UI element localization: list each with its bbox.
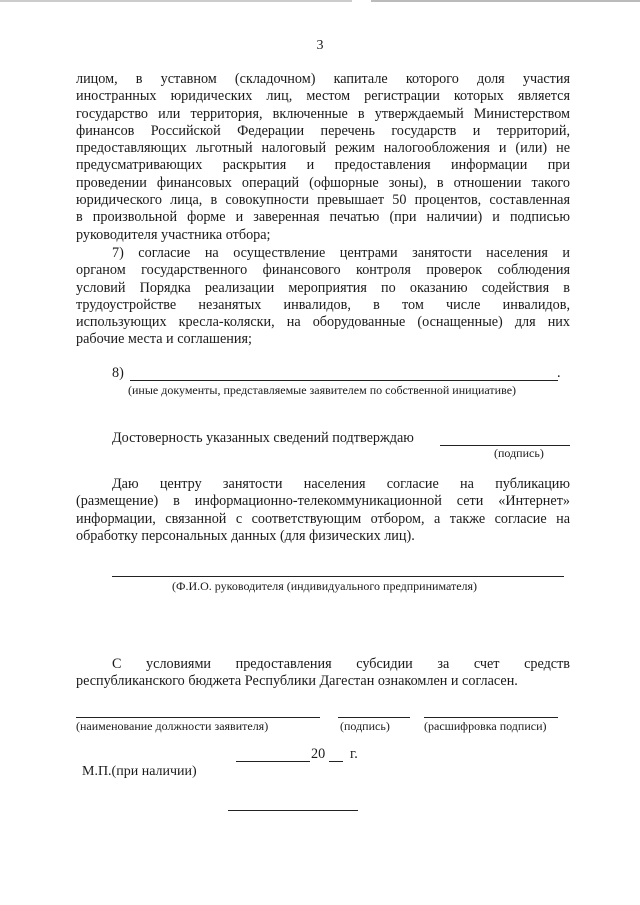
date-year-line[interactable] xyxy=(329,761,343,762)
confirm-text: Достоверность указанных сведений подтверждаю xyxy=(112,430,414,446)
text-line: информации, связанной с соответствующим отбором, а также согласие на xyxy=(76,510,570,527)
text-line: трудоустройстве незанятых инвалидов, в том числе инвалидов, xyxy=(76,296,570,313)
text-line: республиканского бюджета Республики Дагестан ознакомлен и согласен. xyxy=(76,673,518,690)
item-8-caption: (иные документы, представляемые заявителем по собственной инициативе) xyxy=(128,383,517,397)
text-line: 7) согласие на осуществление центрами занятости населения и xyxy=(112,245,570,261)
text-line: лицом, в уставном (складочном) капитале которого доля участия xyxy=(76,71,570,87)
text-line: предоставляющих льготный налоговый режим налогообложения и (или) не xyxy=(76,140,570,157)
text-line: С условиями предоставления субсидии за счет средств xyxy=(112,656,570,672)
scan-edge xyxy=(0,0,640,2)
text-line: обработку персональных данных (для физических лиц). xyxy=(76,527,415,544)
item-8-end: . xyxy=(557,365,561,381)
text-line: в произвольной форме и заверенная печатью (при наличии) и подписью xyxy=(76,209,570,226)
text-line: Даю центру занятости населения согласие на публикацию xyxy=(112,476,570,492)
stamp-label: М.П.(при наличии) xyxy=(82,764,197,779)
text-line: органом государственного финансового контроля проверок соблюдения xyxy=(76,262,570,279)
date-line[interactable] xyxy=(236,761,310,762)
text-line: иностранных юридических лиц, местом регистрации которых является xyxy=(76,88,570,105)
page-number: 3 xyxy=(316,38,324,53)
text-line: проведении финансовых операций (офшорные зоны), в отношении такого xyxy=(76,174,570,191)
item-8-number: 8) xyxy=(112,365,124,381)
text-line: государство или территория, включенные в утверждаемый Министерством xyxy=(76,105,570,122)
paragraph-conditions xyxy=(76,656,570,691)
fio-line[interactable] xyxy=(112,576,564,577)
position-caption: (наименование должности заявителя) xyxy=(76,719,269,733)
position-line[interactable] xyxy=(76,717,320,718)
text-line: финансов Российской Федерации перечень государств и территорий, xyxy=(76,122,570,139)
text-line: предусматривающих раскрытия и предоставления информации при xyxy=(76,157,570,174)
decoding-line[interactable] xyxy=(424,717,558,718)
confirm-signature-caption: (подпись) xyxy=(494,446,544,460)
text-line: рабочие места и соглашения; xyxy=(76,331,252,348)
bottom-line[interactable] xyxy=(228,810,358,811)
text-line: условий Порядка реализации мероприятия по оказанию содействия в xyxy=(76,279,570,296)
paragraph-continuation xyxy=(76,71,570,244)
paragraph-consent xyxy=(76,476,570,545)
text-line: (размещение) в информационно-телекоммуникационной сети «Интернет» xyxy=(76,493,570,510)
fio-caption: (Ф.И.О. руководителя (индивидуального предпринимателя) xyxy=(172,579,478,593)
text-line: руководителя участника отбора; xyxy=(76,226,271,243)
date-year-prefix: 20 xyxy=(311,746,326,762)
signature-caption: (подпись) xyxy=(340,719,390,733)
paragraph-item-7 xyxy=(76,245,570,349)
text-line: использующих кресла-коляски, на оборудованные (оснащенные) для них xyxy=(76,314,570,331)
date-suffix: г. xyxy=(350,746,358,762)
signature-line[interactable] xyxy=(338,717,410,718)
item-8-fill-line[interactable] xyxy=(130,380,558,381)
text-line: юридического лица, в совокупности превышает 50 процентов, составленная xyxy=(76,192,570,209)
decoding-caption: (расшифровка подписи) xyxy=(424,719,547,733)
